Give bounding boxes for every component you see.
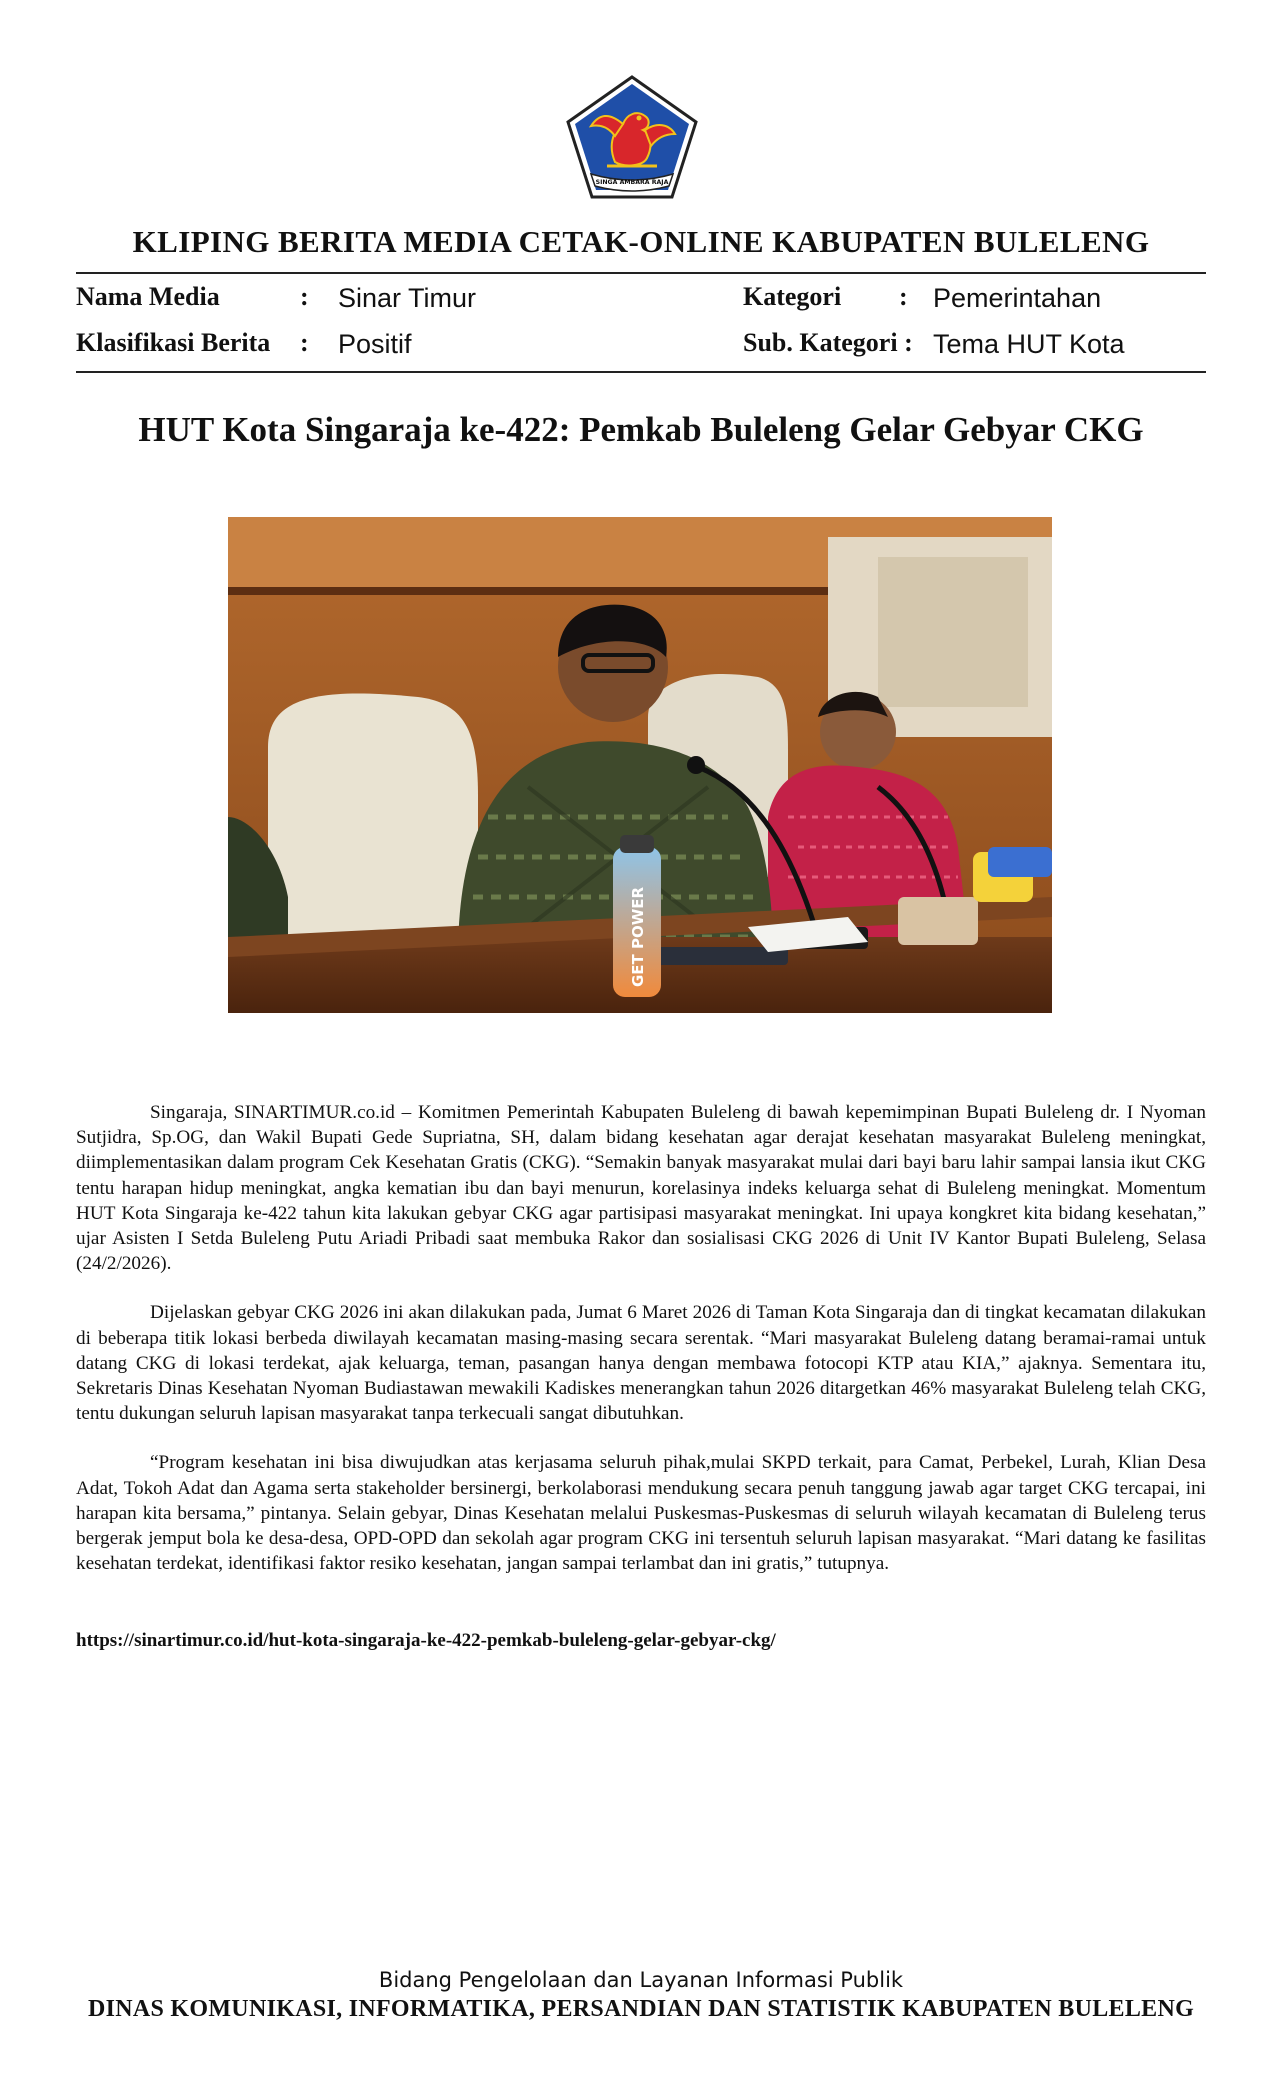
subcategory-label: Sub. Kategori :: [743, 328, 913, 357]
article-photo: [228, 517, 1052, 1013]
regency-emblem-icon: [565, 74, 699, 200]
footer-division: Bidang Pengelolaan dan Layanan Informasi Publik: [378, 1968, 904, 1992]
classification-colon: :: [300, 328, 309, 357]
footer-agency: DINAS KOMUNIKASI, INFORMATIKA, PERSANDIAN DAN STATISTIK KABUPATEN BULELENG: [87, 1996, 1195, 2022]
article-paragraph-2: Dijelaskan gebyar CKG 2026 ini akan dilakukan pada, Jumat 6 Maret 2026 di Taman Kota Singaraja dan di tingkat kecamatan dilakukan di beberapa titik lokasi berbeda diwilayah kecamatan masing-masing secara serentak. “Mari masyarakat Buleleng datang beramai-ramai untuk datang CKG di lokasi terdekat, ajak keluarga, teman, pasangan hanya dengan membawa fotocopi KTP atau KIA,” ajaknya. Sementara itu, Sekretaris Dinas Kesehatan Nyoman Budiastawan mewakili Kadiskes menerangkan tahun 2026 ditargetkan 46% masyarakat Buleleng telah CKG, tentu dukungan seluruh lapisan masyarakat tanpa terkecuali sangat dibutuhkan.: [76, 1302, 1206, 1425]
bottle-label: GET POWER: [629, 886, 647, 987]
category-colon: :: [899, 282, 908, 311]
category-label: Kategori: [743, 282, 842, 311]
document-title: KLIPING BERITA MEDIA CETAK-ONLINE KABUPATEN BULELENG: [132, 224, 1150, 259]
classification-label: Klasifikasi Berita: [76, 328, 271, 357]
article-body: [76, 1100, 1206, 1600]
article-headline: HUT Kota Singaraja ke-422: Pemkab Buleleng Gelar Gebyar CKG: [138, 410, 1144, 449]
media-colon: :: [300, 282, 309, 311]
media-label: Nama Media: [76, 282, 220, 311]
source-link[interactable]: https://sinartimur.co.id/hut-kota-singaraja-ke-422-pemkab-buleleng-gelar-gebyar-ckg/: [76, 1630, 776, 1651]
article-paragraph-3: “Program kesehatan ini bisa diwujudkan atas kerjasama seluruh pihak,mulai SKPD terkait, para Camat, Perbekel, Lurah, Klian Desa Adat, Tokoh Adat dan Agama serta stakeholder bersinergi, berkolaborasi mendukung secara penuh tanggung jawab agar target CKG tercapai, ini harapan kita bersama,” pintanya. Selain gebyar, Dinas Kesehatan melalui Puskesmas-Puskesmas di seluruh wilayah kecamatan di Buleleng terus bergerak jemput bola ke desa-desa, OPD-OPD dan sekolah agar program CKG ini tersentuh seluruh lapisan masyarakat. “Mari datang ke fasilitas kesehatan terdekat, identifikasi faktor resiko kesehatan, jangan sampai terlambat dan ini gratis,” tutupnya.: [76, 1452, 1206, 1575]
article-paragraph-1: Singaraja, SINARTIMUR.co.id – Komitmen Pemerintah Kabupaten Buleleng di bawah kepemimpinan Bupati Buleleng dr. I Nyoman Sutjidra, Sp.OG, dan Wakil Bupati Gede Supriatna, SH, dalam bidang kesehatan agar derajat kesehatan masyarakat Buleleng meningkat, diimplementasikan dalam program Cek Kesehatan Gratis (CKG). “Semakin banyak masyarakat mulai dari bayi baru lahir sampai lansia ikut CKG tentu harapan hidup meningkat, angka kematian ibu dan bayi menurun, korelasinya indeks keluarga sehat di Buleleng meningkat. Momentum HUT Kota Singaraja ke-422 tahun kita lakukan gebyar CKG agar partisipasi masyarakat meningkat. Ini upaya kongkret kita bidang kesehatan,” ujar Asisten I Setda Buleleng Putu Ariadi Pribadi saat membuka Rakor dan sosialisasi CKG 2026 di Unit IV Kantor Bupati Buleleng, Selasa (24/2/2026).: [76, 1102, 1206, 1275]
emblem-motto: SINGA AMBARA RAJA: [595, 179, 669, 186]
category-value: Pemerintahan: [933, 283, 1102, 313]
subcategory-value: Tema HUT Kota: [933, 329, 1125, 359]
header-divider-bottom: [76, 371, 1206, 373]
classification-value: Positif: [338, 329, 412, 359]
header-divider-top: [76, 272, 1206, 274]
media-value: Sinar Timur: [338, 283, 477, 313]
